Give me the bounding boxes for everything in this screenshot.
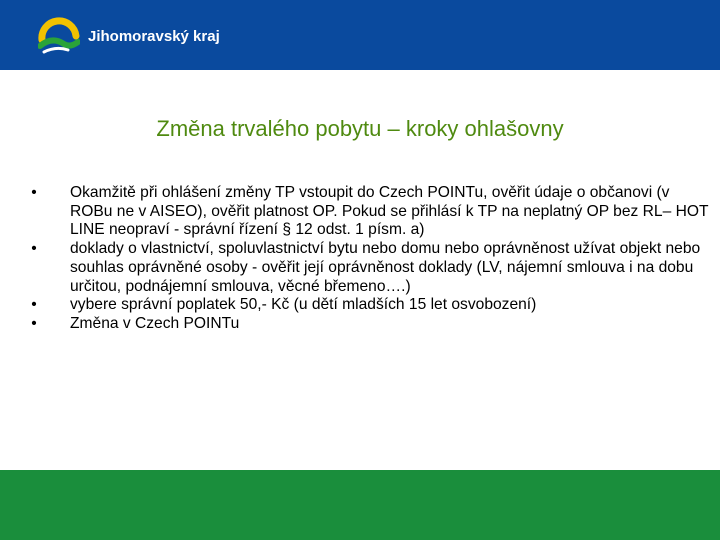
bullet-item [20,240,710,296]
bullet-text: vybere správní poplatek 50,- Kč (u dětí mladších 15 let osvobození) [70,296,537,314]
bullet-mark: • [31,314,37,332]
bullet-item [20,184,710,240]
jihomoravsky-kraj-logo-icon [38,16,80,54]
bullet-text: Okamžitě při ohlášení změny TP vstoupit do Czech POINTu, ověřit údaje o občanovi (v ROBu ne v AISEO), ověřit platnost OP. Pokud se přihlásí k TP na neplatný OP bez RL– HOT LINE neopraví - správní řízení § 12 odst. 1 písm. a) [70,184,709,239]
slide-title: Změna trvalého pobytu – kroky ohlašovny [156,116,564,141]
logo-text: Jihomoravský kraj [88,28,220,45]
bullet-item [20,296,710,315]
header-band [0,0,720,70]
bullet-mark: • [31,240,37,258]
bullet-text: Změna v Czech POINTu [70,314,240,332]
bullet-mark: • [31,184,37,201]
bullet-mark: • [31,296,37,314]
bullet-item [20,315,710,334]
footer-band [0,470,720,540]
bullet-list [20,184,710,334]
bullet-text: doklady o vlastnictví, spoluvlastnictví bytu nebo domu nebo oprávněnost užívat objekt nebo souhlas oprávněné osoby - ověřit její oprávněnost doklady (LV, nájemní smlouva i na dobu určitou, podnájemní smlouva, věcné břemeno….) [70,240,701,295]
